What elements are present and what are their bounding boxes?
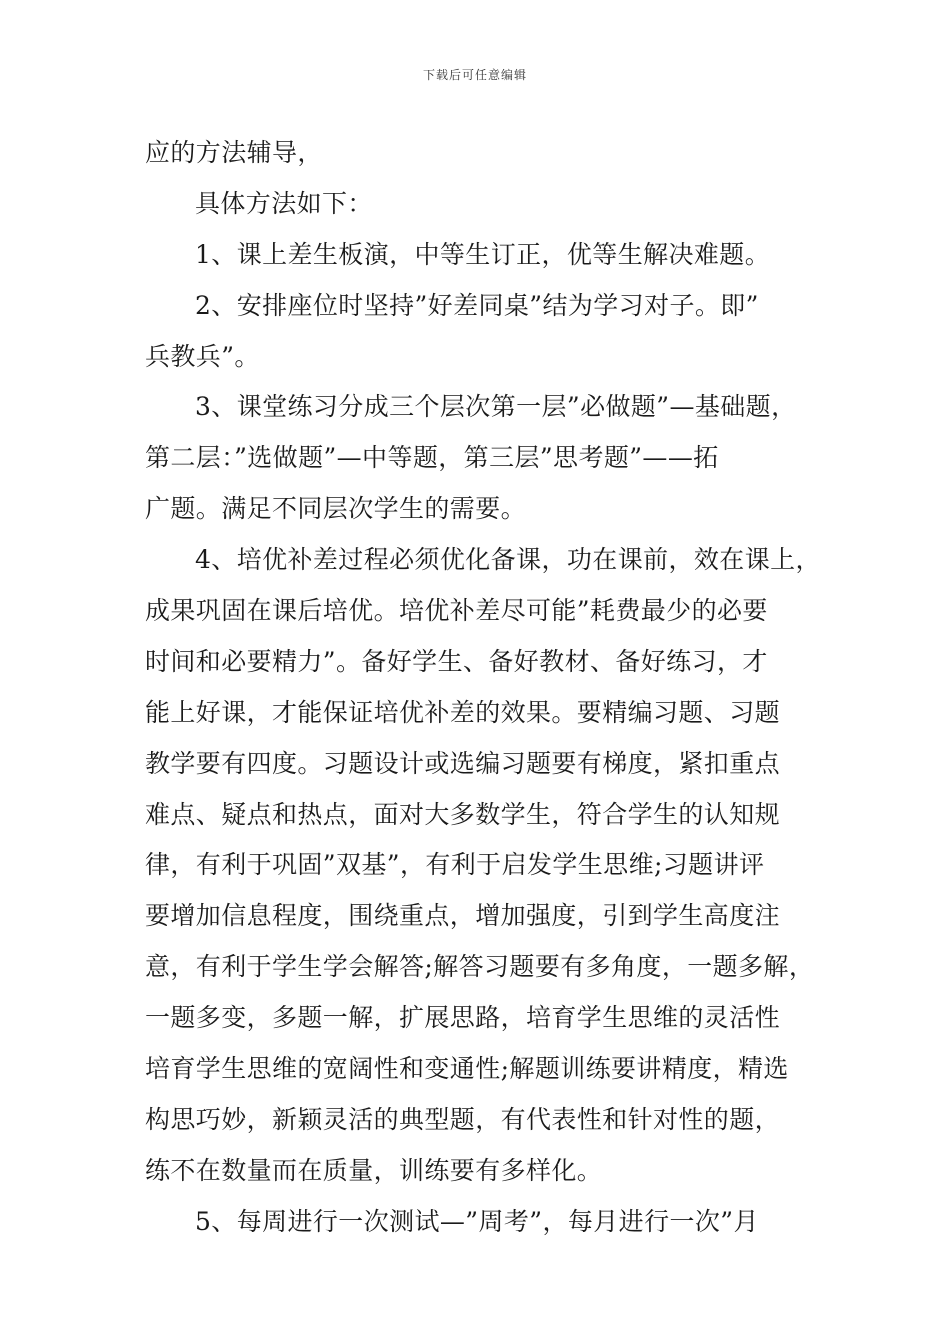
text-line: 教学要有四度。习题设计或选编习题要有梯度，紧扣重点 <box>145 748 781 778</box>
text-line: 5、每周进行一次测试—”周考”，每月进行一次”月 <box>195 1206 759 1236</box>
text-line: 难点、疑点和热点，面对大多数学生，符合学生的认知规 <box>145 799 781 829</box>
text-line: 兵教兵”。 <box>145 341 260 371</box>
text-line: 意，有利于学生学会解答;解答习题要有多角度，一题多解， <box>145 952 815 982</box>
text-line: 4、培优补差过程必须优化备课，功在课前，效在课上， <box>195 545 821 575</box>
text-line: 第二层：”选做题”—中等题，第三层”思考题”——拓 <box>145 443 719 473</box>
text-line: 练不在数量而在质量，训练要有多样化。 <box>145 1155 603 1185</box>
text-line: 一题多变，多题一解，扩展思路，培育学生思维的灵活性 <box>145 1003 781 1033</box>
text-line: 时间和必要精力”。备好学生、备好教材、备好练习，才 <box>145 646 768 676</box>
text-line: 要增加信息程度，围绕重点，增加强度，引到学生高度注 <box>145 901 781 931</box>
text-line: 能上好课，才能保证培优补差的效果。要精编习题、习题 <box>145 697 781 727</box>
text-line: 2、安排座位时坚持”好差同桌”结为学习对子。即” <box>195 290 759 320</box>
text-line: 应的方法辅导， <box>145 138 323 167</box>
text-line: 构思巧妙，新颖灵活的典型题，有代表性和针对性的题， <box>145 1104 781 1134</box>
document-body <box>145 128 821 1248</box>
text-line: 成果巩固在课后培优。培优补差尽可能”耗费最少的必要 <box>145 596 768 626</box>
text-line: 广题。满足不同层次学生的需要。 <box>145 494 527 524</box>
page-header: 下载后可任意编辑 <box>422 68 527 82</box>
text-line: 具体方法如下： <box>195 188 373 218</box>
text-line: 3、课堂练习分成三个层次第一层”必做题”—基础题， <box>195 392 797 422</box>
text-line: 1、课上差生板演，中等生订正，优等生解决难题。 <box>195 239 771 269</box>
text-line: 律，有利于巩固”双基”，有利于启发学生思维;习题讲评 <box>145 850 765 880</box>
text-line: 培育学生思维的宽阔性和变通性;解题训练要讲精度，精选 <box>145 1054 789 1084</box>
